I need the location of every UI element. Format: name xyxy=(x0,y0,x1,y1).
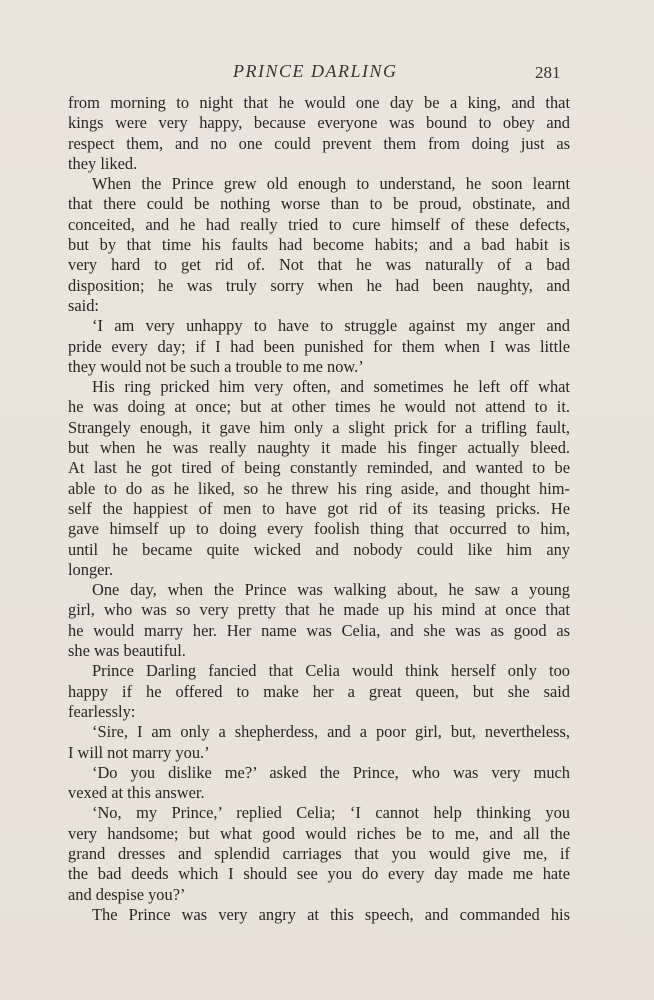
text-line: ‘Sire, I am only a shepherdess, and a poor girl, but, nevertheless, xyxy=(92,722,570,742)
text-line: kings were very happy, because everyone was bound to obey and xyxy=(68,113,570,133)
page-number: 281 xyxy=(535,63,561,82)
page-header xyxy=(0,61,654,85)
text-line: she was beautiful. xyxy=(68,641,186,661)
text-line: The Prince was very angry at this speech, and commanded his xyxy=(92,904,570,924)
text-line: When the Prince grew old enough to understand, he soon learnt xyxy=(92,174,570,194)
running-title: PRINCE DARLING xyxy=(233,61,398,81)
text-line: from morning to night that he would one day be a king, and that xyxy=(68,93,570,112)
text-line: but by that time his faults had become habits; and a bad habit is xyxy=(68,235,570,255)
text-line: gave himself up to doing every foolish thing that occurred to him, xyxy=(68,519,570,539)
text-line: conceited, and he had really tried to cure himself of these defects, xyxy=(68,214,570,234)
text-line: grand dresses and splendid carriages that you would give me, if xyxy=(68,843,570,863)
text-line: able to do as he liked, so he threw his ring aside, and thought him- xyxy=(68,478,570,498)
text-line: very hard to get rid of. Not that he was naturally of a bad xyxy=(68,255,570,275)
text-line: fearlessly: xyxy=(68,701,136,721)
text-line: very handsome; but what good would riches be to me, and all the xyxy=(68,823,570,843)
text-line: the bad deeds which I should see you do every day made me hate xyxy=(68,864,570,884)
text-line: disposition; he was truly sorry when he had been naughty, and xyxy=(68,275,570,295)
text-line: I will not marry you.’ xyxy=(68,742,210,762)
text-line: happy if he offered to make her a great queen, but she said xyxy=(68,681,570,701)
text-line: they would not be such a trouble to me now.’ xyxy=(68,356,364,376)
text-line: One day, when the Prince was walking about, he saw a young xyxy=(92,580,570,600)
text-line: they liked. xyxy=(68,153,138,173)
text-line: respect them, and no one could prevent them from doing just as xyxy=(68,133,570,153)
text-line: ‘No, my Prince,’ replied Celia; ‘I cannot help thinking you xyxy=(92,803,570,823)
text-line: but when he was really naughty it made his finger actually bleed. xyxy=(68,438,570,458)
text-line: vexed at this answer. xyxy=(68,783,205,803)
text-line: His ring pricked him very often, and sometimes he left off what xyxy=(92,377,570,397)
text-line: said: xyxy=(68,295,99,315)
text-line: pride every day; if I had been punished for them when I was little xyxy=(68,336,570,356)
text-line: At last he got tired of being constantly reminded, and wanted to be xyxy=(68,458,570,478)
text-line: self the happiest of men to have got rid of its teasing pricks. He xyxy=(68,498,570,518)
text-line: he was doing at once; but at other times he would not attend to it. xyxy=(68,397,570,417)
text-line: Prince Darling fancied that Celia would think herself only too xyxy=(92,661,570,681)
text-line: girl, who was so very pretty that he made up his mind at once that xyxy=(68,600,570,620)
text-line: Strangely enough, it gave him only a slight prick for a trifling fault, xyxy=(68,417,570,437)
text-line: and despise you?’ xyxy=(68,884,186,904)
text-line: longer. xyxy=(68,559,114,579)
page-body-text xyxy=(68,93,570,925)
text-line: he would marry her. Her name was Celia, and she was as good as xyxy=(68,620,570,640)
text-line: that there could be nothing worse than to be proud, obstinate, and xyxy=(68,194,570,214)
text-line: ‘I am very unhappy to have to struggle against my anger and xyxy=(92,316,570,336)
text-line: ‘Do you dislike me?’ asked the Prince, who was very much xyxy=(92,762,570,782)
text-line: until he became quite wicked and nobody could like him any xyxy=(68,539,570,559)
